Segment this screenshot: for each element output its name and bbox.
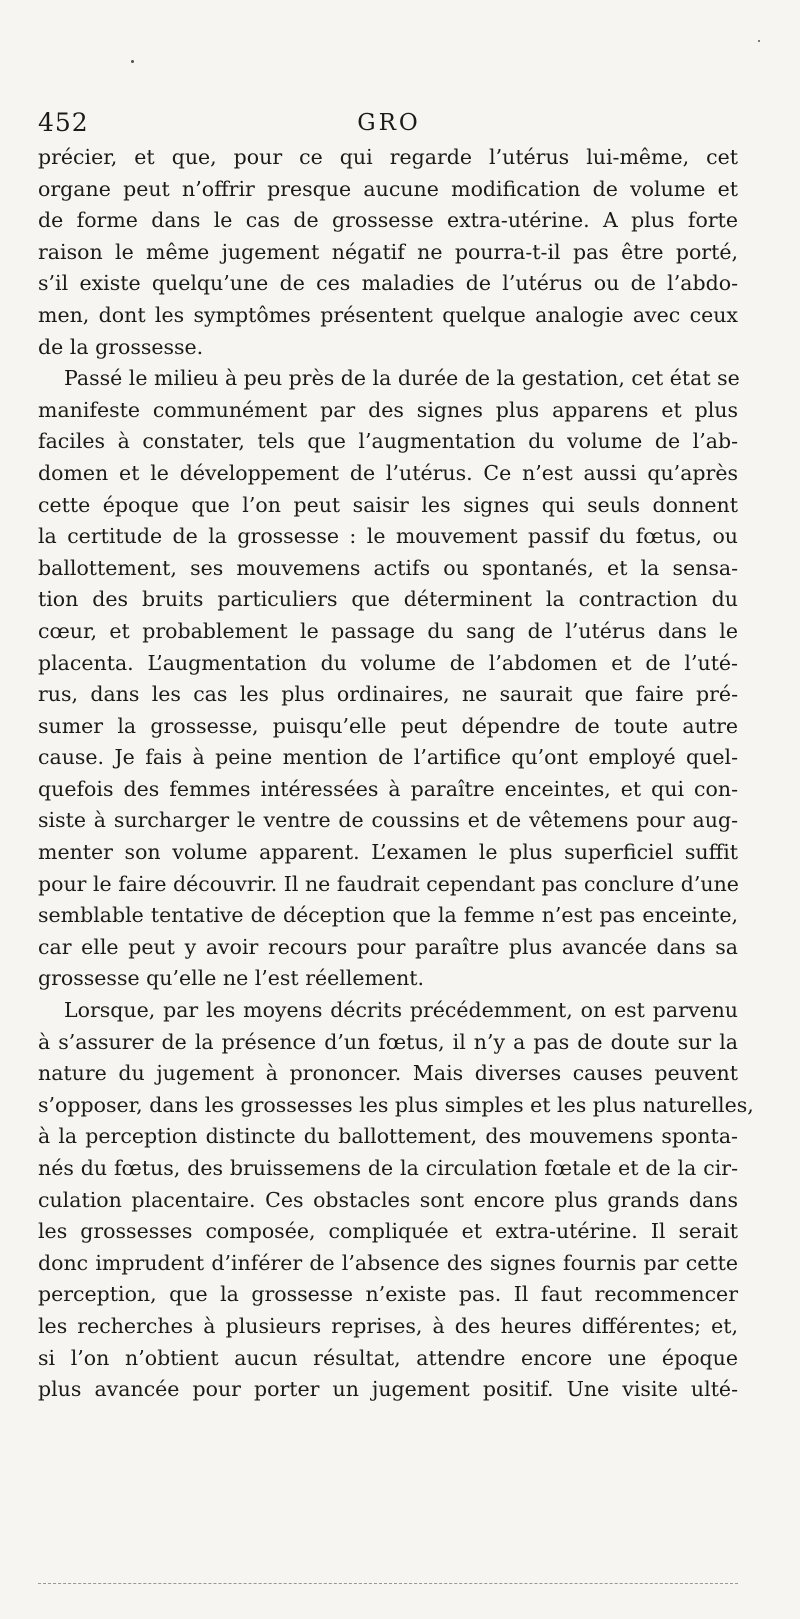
text-line: menter son volume apparent. L’examen le plus superficiel suffit — [38, 840, 738, 865]
page-number: 452 — [38, 108, 89, 137]
text-line: cette époque que l’on peut saisir les signes qui seuls donnent — [38, 492, 738, 517]
text-line: car elle peut y avoir recours pour paraître plus avancée dans sa — [38, 934, 738, 959]
text-line: les grossesses composée, compliquée et extra-utérine. Il serait — [38, 1219, 738, 1244]
text-line: donc imprudent d’inférer de l’absence des signes fournis par cette — [38, 1250, 738, 1275]
text-line: faciles à constater, tels que l’augmentation du volume de l’ab- — [38, 429, 738, 454]
text-line: culation placentaire. Ces obstacles sont encore plus grands dans — [38, 1187, 738, 1212]
text-line: à la perception distincte du ballottement, des mouvemens sponta- — [38, 1124, 738, 1149]
text-line: Passé le milieu à peu près de la durée de la gestation, cet état se — [64, 366, 740, 391]
text-line: grossesse qu’elle ne l’est réellement. — [38, 966, 425, 991]
running-head: GRO — [357, 110, 421, 136]
text-line: de forme dans le cas de grossesse extra-utérine. A plus forte — [38, 208, 738, 233]
text-line: plus avancée pour porter un jugement positif. Une visite ulté- — [38, 1377, 738, 1402]
text-line: à s’assurer de la présence d’un fœtus, il n’y a pas de doute sur la — [38, 1029, 738, 1054]
page-header — [38, 108, 740, 144]
text-line: semblable tentative de déception que la femme n’est pas enceinte, — [38, 903, 738, 928]
body-text — [38, 142, 754, 1406]
text-line: pour le faire découvrir. Il ne faudrait cependant pas conclure d’une — [38, 871, 739, 896]
paragraph — [38, 995, 754, 1406]
footer-rule — [38, 1583, 738, 1584]
text-line: raison le même jugement négatif ne pourra-t-il pas être porté, — [38, 239, 738, 264]
paragraph — [38, 363, 738, 995]
text-line: rus, dans les cas les plus ordinaires, ne saurait que faire pré- — [38, 682, 738, 707]
text-line: domen et le développement de l’utérus. Ce n’est aussi qu’après — [38, 460, 738, 485]
text-line: s’opposer, dans les grossesses les plus simples et les plus naturelles, — [38, 1092, 754, 1117]
text-line: placenta. L’augmentation du volume de l’abdomen et de l’uté- — [38, 650, 738, 675]
text-line: la certitude de la grossesse : le mouvement passif du fœtus, ou — [38, 524, 738, 549]
text-line: ballottement, ses mouvemens actifs ou spontanés, et la sensa- — [38, 555, 738, 580]
text-line: Lorsque, par les moyens décrits précédemment, on est parvenu — [64, 998, 738, 1023]
ink-speck — [758, 40, 760, 42]
text-line: siste à surcharger le ventre de coussins et de vêtemens pour aug- — [38, 808, 738, 833]
text-line: de la grossesse. — [38, 334, 204, 359]
text-line: quefois des femmes intéressées à paraître enceintes, et qui con- — [38, 776, 738, 801]
text-line: nature du jugement à prononcer. Mais diverses causes peuvent — [38, 1061, 738, 1086]
text-line: nés du fœtus, des bruissemens de la circulation fœtale et de la cir- — [38, 1156, 738, 1180]
ink-speck — [131, 60, 134, 63]
text-line: les recherches à plusieurs reprises, à des heures différentes; et, — [38, 1313, 738, 1338]
text-line: tion des bruits particuliers que déterminent la contraction du — [38, 587, 738, 612]
text-line: cœur, et probablement le passage du sang de l’utérus dans le — [38, 618, 738, 643]
text-line: précier, et que, pour ce qui regarde l’utérus lui-même, cet — [38, 145, 738, 169]
text-line: cause. Je fais à peine mention de l’artifice qu’ont employé quel- — [38, 745, 738, 770]
text-line: perception, que la grossesse n’existe pas. Il faut recommencer — [38, 1282, 738, 1307]
text-line: si l’on n’obtient aucun résultat, attendre encore une époque — [38, 1345, 738, 1370]
text-line: men, dont les symptômes présentent quelque analogie avec ceux — [38, 302, 738, 327]
paragraph — [38, 142, 738, 363]
text-line: organe peut n’offrir presque aucune modification de volume et — [38, 176, 738, 201]
text-line: sumer la grossesse, puisqu’elle peut dépendre de toute autre — [38, 713, 738, 738]
text-line: s’il existe quelqu’une de ces maladies de l’utérus ou de l’abdo- — [38, 271, 738, 296]
text-line: manifeste communément par des signes plus apparens et plus — [38, 397, 738, 422]
